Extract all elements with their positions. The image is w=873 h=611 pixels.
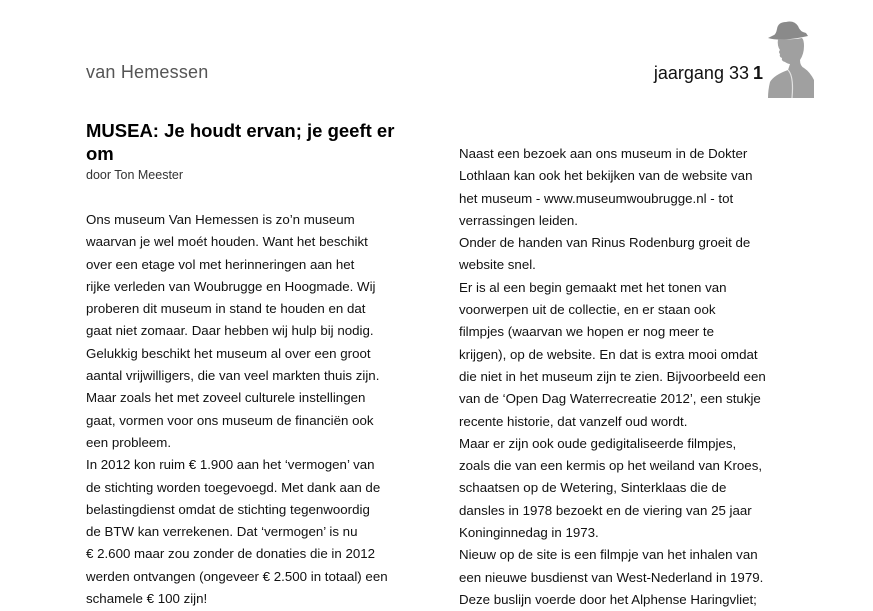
text-line: Gelukkig beschikt het museum al over een groot	[86, 345, 371, 361]
text-line: recente historie, dat vanzelf oud wordt.	[459, 413, 688, 429]
text-line: schamele € 100 zijn!	[86, 591, 208, 607]
left-column-text	[86, 209, 388, 610]
text-line: de stichting worden toegevoegd. Met dank aan de	[86, 479, 381, 495]
text-line: In 2012 kon ruim € 1.900 aan het ‘vermogen’ van	[86, 457, 375, 473]
text-line: Nieuw op de site is een filmpje van het inhalen van	[459, 547, 758, 563]
text-line: krijgen), op de website. En dat is extra mooi omdat	[459, 346, 758, 362]
text-line: Er is al een begin gemaakt met het tonen van	[459, 279, 727, 295]
silhouette-man-hat-icon	[764, 20, 814, 98]
text-line: € 2.600 maar zou zonder de donaties die in 2012	[86, 546, 376, 562]
article-title: MUSEA: Je houdt ervan; je geeft er om	[86, 120, 395, 164]
text-line: voorwerpen uit de collectie, en er staan ook	[459, 302, 716, 318]
publication-name: van Hemessen	[86, 62, 209, 82]
text-line: Lothlaan kan ook het bekijken van de website van	[459, 168, 753, 184]
text-line: de BTW kan verrekenen. Dat ‘vermogen’ is nu	[86, 524, 358, 540]
text-line: Ons museum Van Hemessen is zo’n museum	[86, 212, 355, 227]
right-column-text	[459, 143, 766, 611]
volume-label: jaargang 33	[653, 63, 749, 83]
text-line: rijke verleden van Woubrugge en Hoogmade. Wij	[86, 278, 376, 294]
text-line: schaatsen op de Wetering, Sinterklaas die de	[459, 480, 727, 496]
text-line: die niet in het museum zijn te zien. Bijvoorbeeld een	[459, 368, 766, 384]
text-line: Onder de handen van Rinus Rodenburg groeit de	[459, 235, 751, 251]
text-line: Maar zoals het met zoveel culturele instellingen	[86, 390, 366, 406]
text-line: een probleem.	[86, 434, 172, 450]
text-line: website snel.	[459, 257, 536, 273]
article-byline: door Ton Meester	[86, 168, 184, 182]
text-line: Maar er zijn ook oude gedigitaliseerde filmpjes,	[459, 435, 737, 451]
text-line: van de ‘Open Dag Waterrecreatie 2012’, een stukje	[459, 391, 761, 407]
text-line: gaat, vormen voor ons museum de financiën ook	[86, 412, 374, 428]
text-line: filmpjes (waarvan we hopen er nog meer te	[459, 324, 714, 340]
text-line: belastingdienst omdat de stichting tegenwoordig	[86, 501, 370, 517]
text-line: het museum - www.museumwoubrugge.nl - tot	[459, 190, 734, 206]
page-number: 1	[752, 63, 763, 83]
text-line: waarvan je wel moét houden. Want het beschikt	[86, 234, 368, 250]
text-line: over een etage vol met herinneringen aan het	[86, 256, 355, 272]
text-line: verrassingen leiden.	[459, 212, 579, 228]
issue-info	[654, 63, 763, 84]
text-line: gaat niet zomaar. Daar hebben wij hulp bij nodig.	[86, 323, 374, 339]
text-line: een nieuwe busdienst van West-Nederland in 1979.	[459, 569, 764, 585]
text-line: werden ontvangen (ongeveer € 2.500 in totaal) een	[86, 568, 388, 584]
text-line: zoals die van een kermis op het weiland van Kroes,	[459, 458, 763, 474]
text-line: aantal vrijwilligers, die van veel markten thuis zijn.	[86, 368, 380, 384]
text-line: Koninginnedag in 1973.	[459, 525, 599, 541]
text-line: proberen dit museum in stand te houden en dat	[86, 301, 366, 317]
text-line: Deze buslijn voerde door het Alphense Haringvliet;	[459, 591, 757, 607]
text-line: dansles in 1978 bezoekt en de viering van 25 jaar	[459, 502, 752, 518]
text-line: Naast een bezoek aan ons museum in de Dokter	[459, 146, 748, 161]
